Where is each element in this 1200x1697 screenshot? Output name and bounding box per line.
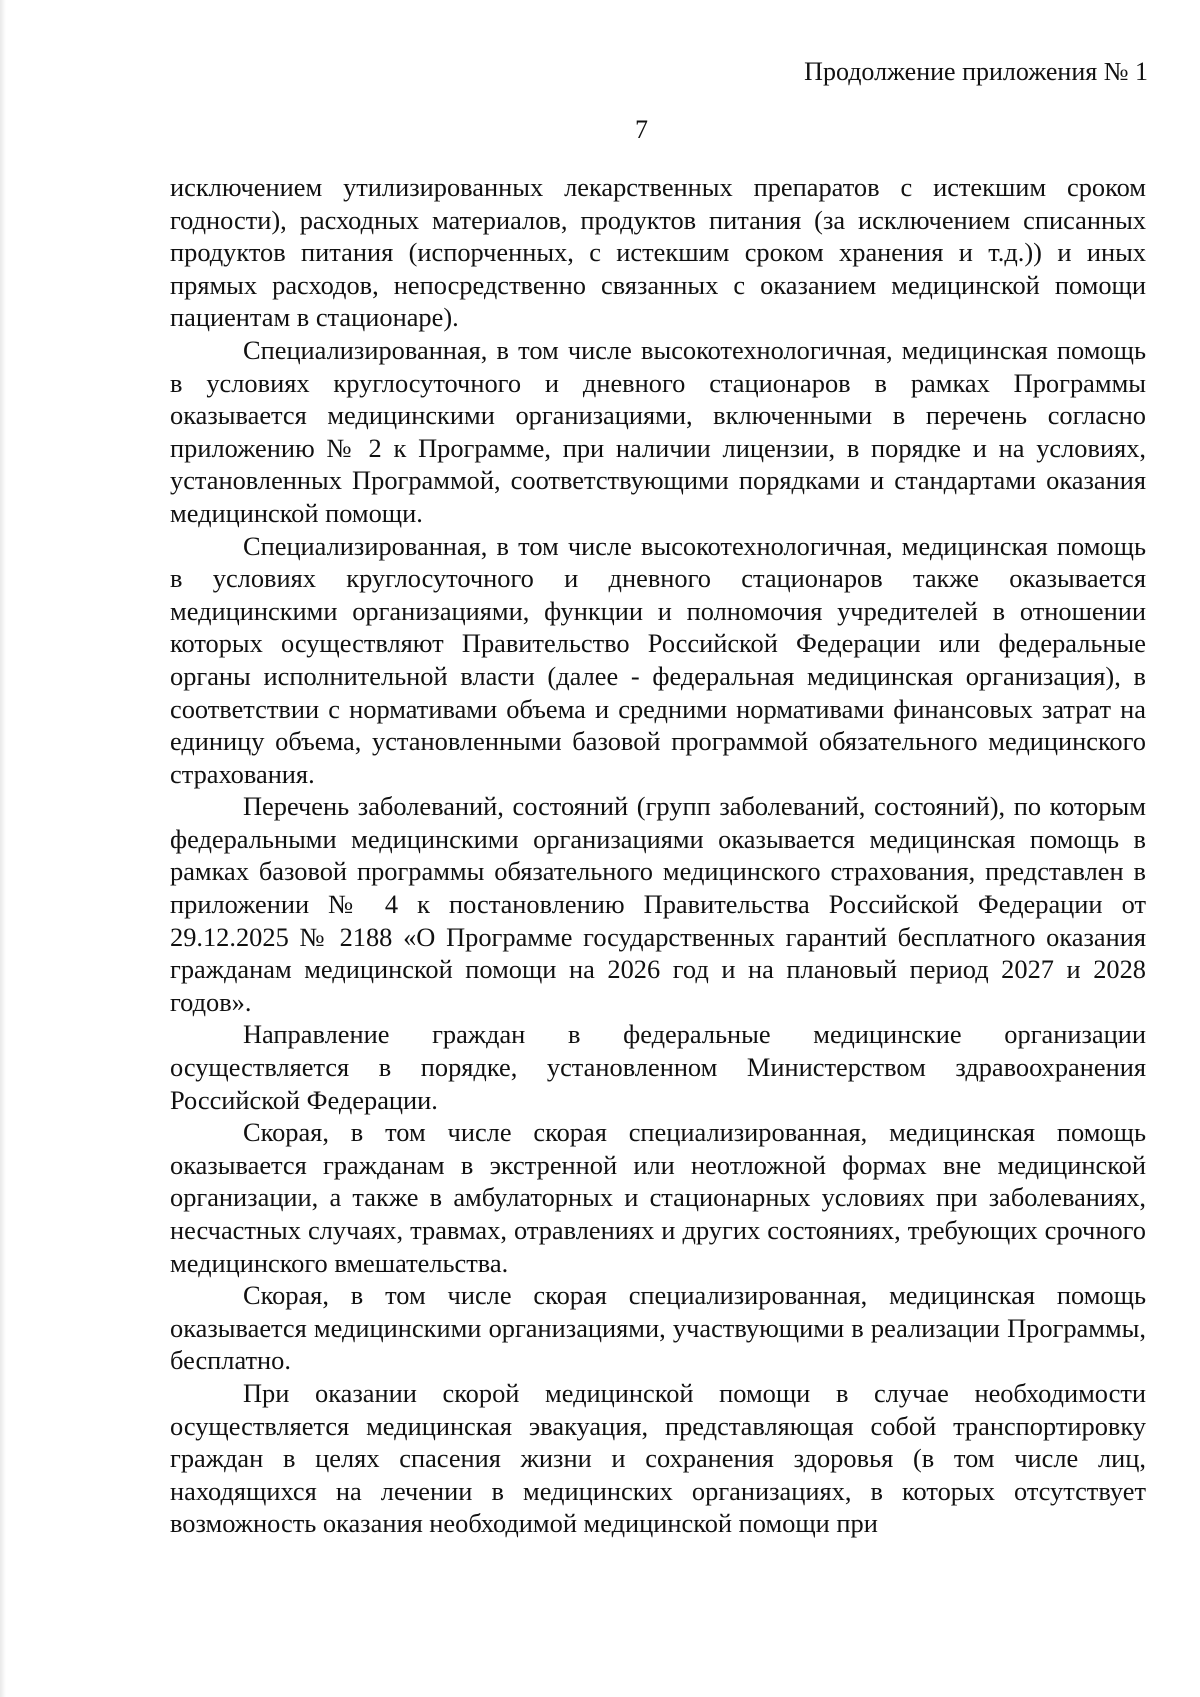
scan-edge-shadow (0, 0, 6, 1697)
document-body (170, 171, 1146, 1540)
paragraph-continuation: исключением утилизированных лекарственных препаратов с истекшим сроком годности), расходных материалов, продуктов питания (за исключением списанных продуктов питания (испорченных, с истекшим сроком хранения и т.д.)) и иных прямых расходов, непосредственно связанных с оказанием медицинской помощи пациентам в стационаре). (170, 172, 1146, 333)
page-number: 7 (635, 115, 648, 144)
paragraph-disease-list: Перечень заболеваний, состояний (групп заболеваний, состояний), по которым федеральными медицинскими организациями оказывается медицинская помощь в рамках базовой программы обязательного медицинского страхования, представлен в приложении № 4 к постановлению Правительства Российской Федерации от 29.12.2025 № 2188 «О Программе государственных гарантий бесплатного оказания гражданам медицинской помощи на 2026 год и на плановый период 2027 и 2028 годов». (170, 791, 1146, 1017)
appendix-continuation-header: Продолжение приложения № 1 (804, 57, 1148, 86)
paragraph-medical-evacuation: При оказании скорой медицинской помощи в случае необходимости осуществляется медицинская эвакуация, представляющая собой транспортировку граждан в целях спасения жизни и сохранения здоровья (в том числе лиц, находящихся на лечении в медицинских организациях, в которых отсутствует возможность оказания необходимой медицинской помощи при (170, 1377, 1146, 1539)
paragraph-federal-organizations: Специализированная, в том числе высокотехнологичная, медицинская помощь в условиях круглосуточного и дневного стационаров также оказывается медицинскими организациями, функции и полномочия учредителей в отношении которых осуществляют Правительство Российской Федерации или федеральные органы исполнительной власти (далее - федеральная медицинская организация), в соответствии с нормативами объема и средними нормативами финансовых затрат на единицу объема, установленными базовой программой обязательного медицинского страхования. (170, 530, 1146, 789)
paragraph-emergency-free: Скорая, в том числе скорая специализированная, медицинская помощь оказывается медицинскими организациями, участвующими в реализации Программы, бесплатно. (170, 1280, 1146, 1376)
paragraph-emergency-care: Скорая, в том числе скорая специализированная, медицинская помощь оказывается гражданам в экстренной или неотложной формах вне медицинской организации, а также в амбулаторных и стационарных условиях при заболеваниях, несчастных случаях, травмах, отравлениях и других состояниях, требующих срочного медицинского вмешательства. (170, 1117, 1146, 1278)
paragraph-specialized-care: Специализированная, в том числе высокотехнологичная, медицинская помощь в условиях круглосуточного и дневного стационаров в рамках Программы оказывается медицинскими организациями, включенными в перечень согласно приложению № 2 к Программе, при наличии лицензии, в порядке и на условиях, установленных Программой, соответствующими порядками и стандартами оказания медицинской помощи. (170, 334, 1146, 528)
paragraph-referral: Направление граждан в федеральные медицинские организации осуществляется в порядке, установленном Министерством здравоохранения Российской Федерации. (170, 1019, 1146, 1115)
